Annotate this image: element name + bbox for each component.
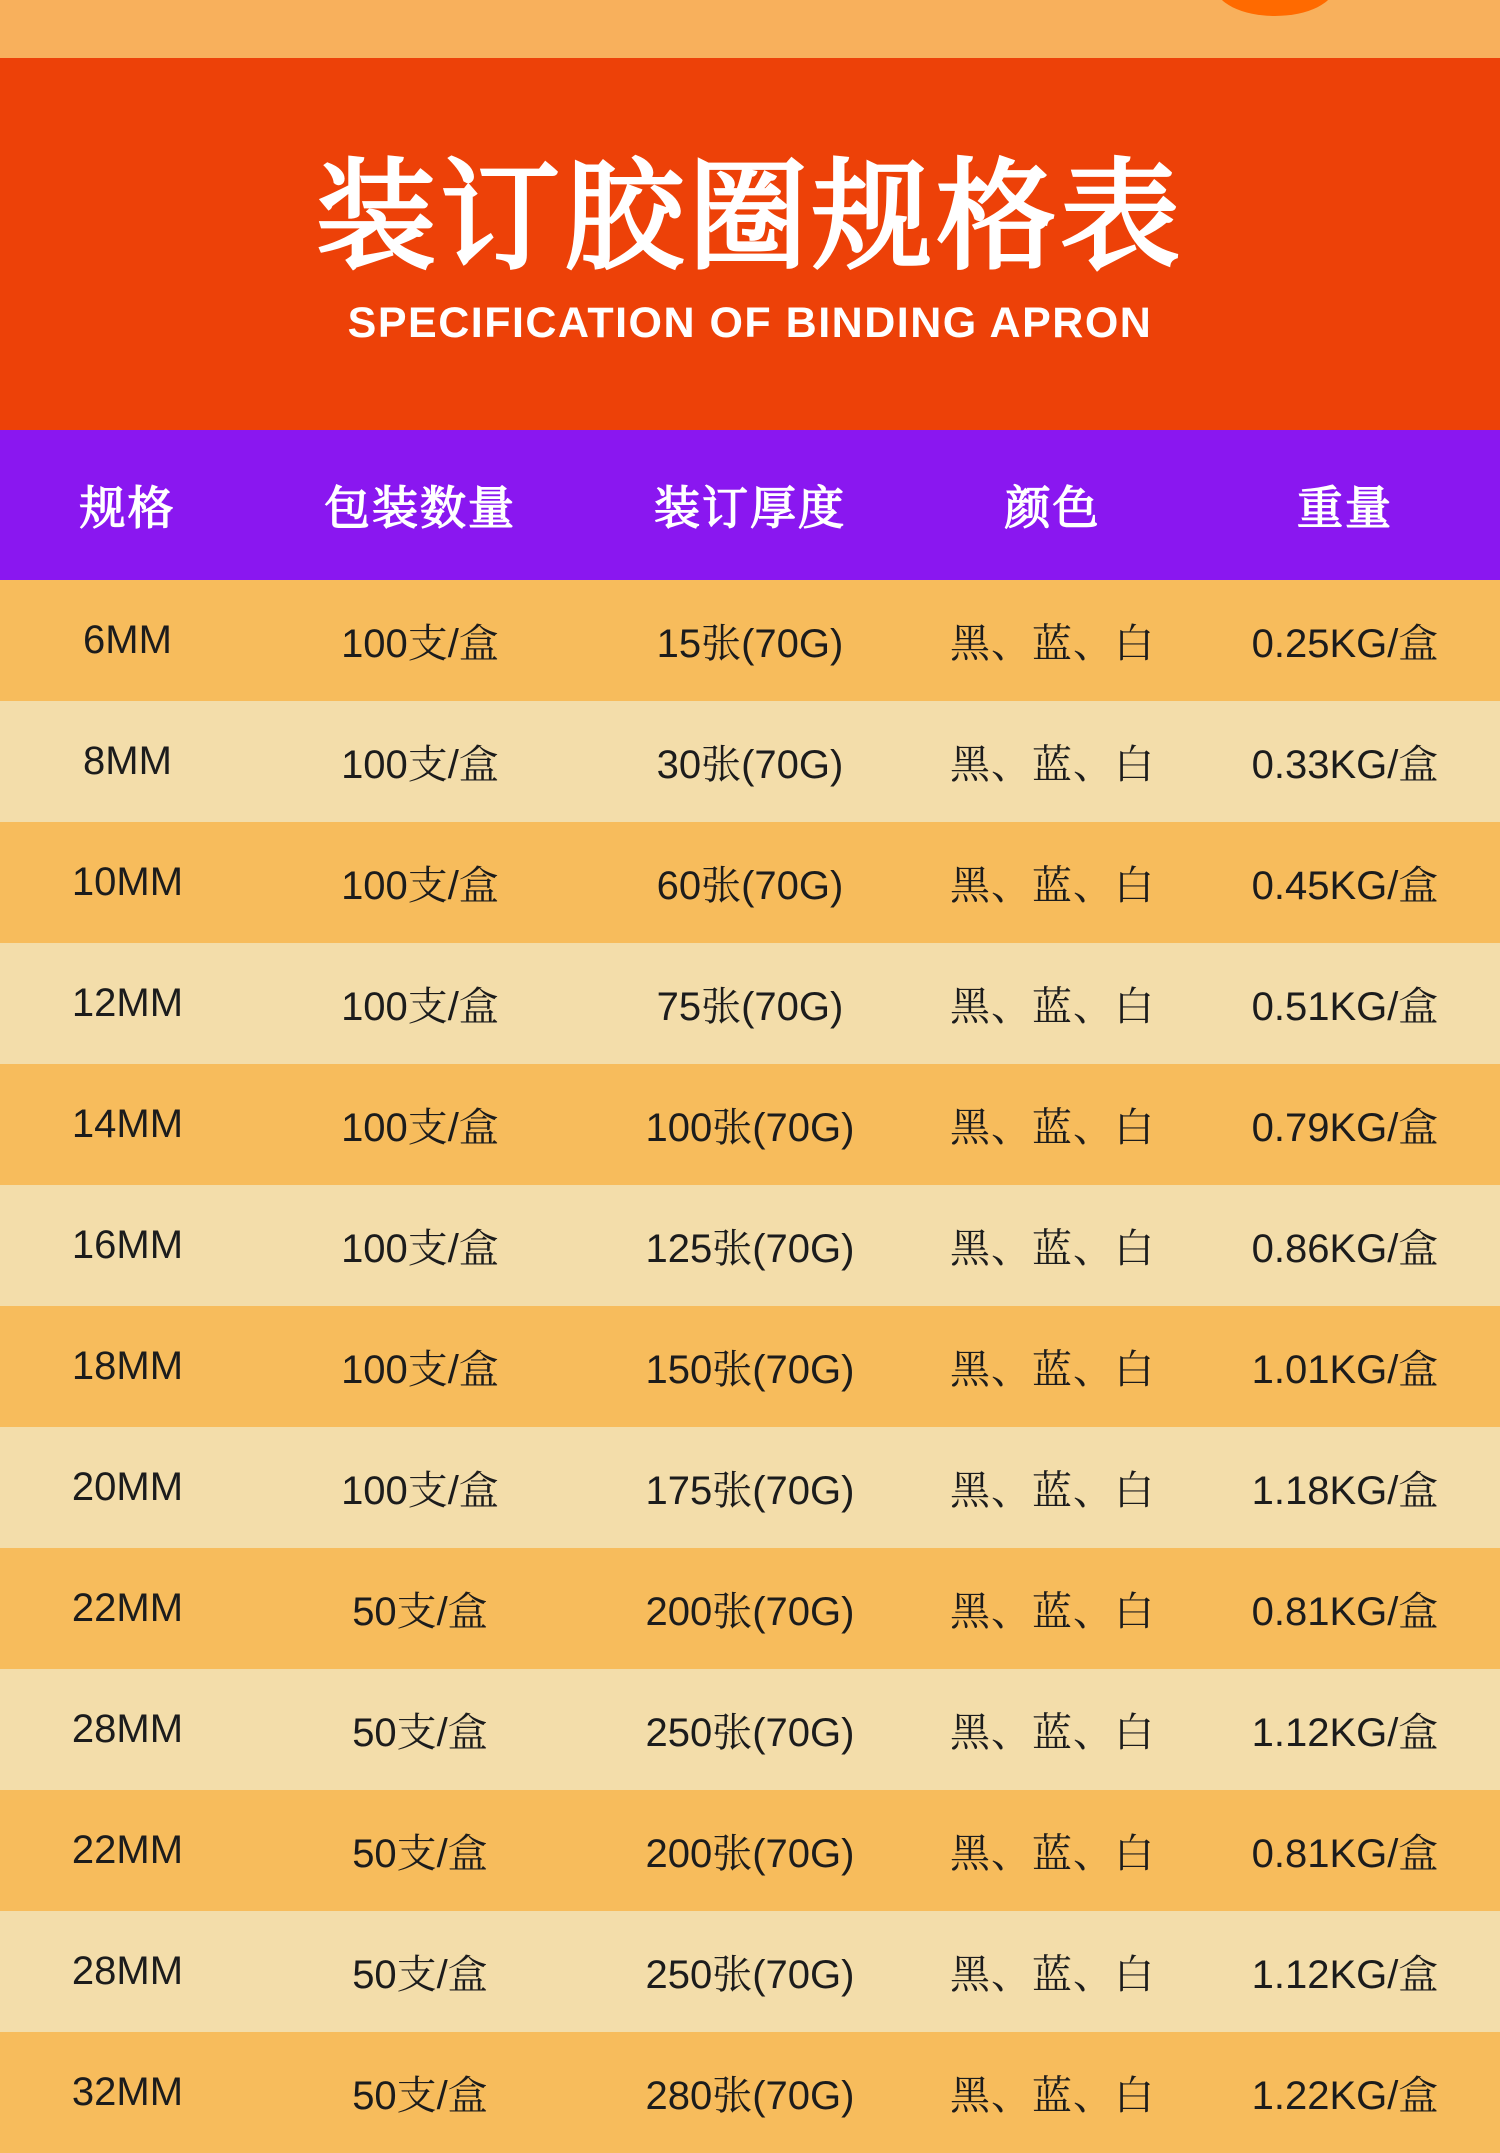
cell-thickness: 150张(70G) <box>585 1306 915 1427</box>
table-row <box>0 2032 1500 2153</box>
cell-pack: 100支/盒 <box>255 701 585 822</box>
cell-thickness: 200张(70G) <box>585 1548 915 1669</box>
cell-pack: 50支/盒 <box>255 1790 585 1911</box>
cell-pack: 100支/盒 <box>255 1306 585 1427</box>
table-header <box>0 430 1500 580</box>
cell-spec: 16MM <box>0 1185 255 1306</box>
table-row <box>0 822 1500 943</box>
cell-pack: 100支/盒 <box>255 822 585 943</box>
specification-table <box>0 430 1500 2153</box>
cell-color: 黑、蓝、白 <box>915 1306 1190 1427</box>
cell-pack: 50支/盒 <box>255 1548 585 1669</box>
cell-color: 黑、蓝、白 <box>915 2032 1190 2153</box>
cell-weight: 1.12KG/盒 <box>1190 1911 1500 2032</box>
cell-color: 黑、蓝、白 <box>915 580 1190 701</box>
cell-spec: 20MM <box>0 1427 255 1548</box>
table-row <box>0 1064 1500 1185</box>
cell-spec: 28MM <box>0 1669 255 1790</box>
cell-pack: 100支/盒 <box>255 1064 585 1185</box>
table-row <box>0 943 1500 1064</box>
cell-pack: 50支/盒 <box>255 1669 585 1790</box>
cell-thickness: 200张(70G) <box>585 1790 915 1911</box>
cell-pack: 50支/盒 <box>255 2032 585 2153</box>
cell-weight: 0.81KG/盒 <box>1190 1548 1500 1669</box>
table-row <box>0 1669 1500 1790</box>
cell-weight: 0.45KG/盒 <box>1190 822 1500 943</box>
page-title: 装订胶圈规格表 <box>316 150 1184 285</box>
cell-weight: 0.86KG/盒 <box>1190 1185 1500 1306</box>
cell-spec: 12MM <box>0 943 255 1064</box>
cell-thickness: 280张(70G) <box>585 2032 915 2153</box>
column-header-spec: 规格 <box>0 430 255 580</box>
cell-weight: 0.79KG/盒 <box>1190 1064 1500 1185</box>
column-header-color: 颜色 <box>915 430 1190 580</box>
cell-thickness: 100张(70G) <box>585 1064 915 1185</box>
cell-spec: 8MM <box>0 701 255 822</box>
cell-pack: 100支/盒 <box>255 580 585 701</box>
table-row <box>0 1911 1500 2032</box>
cell-spec: 14MM <box>0 1064 255 1185</box>
header-banner <box>0 58 1500 430</box>
cell-weight: 0.25KG/盒 <box>1190 580 1500 701</box>
table-row <box>0 1306 1500 1427</box>
cell-spec: 10MM <box>0 822 255 943</box>
cell-pack: 100支/盒 <box>255 943 585 1064</box>
cell-color: 黑、蓝、白 <box>915 1669 1190 1790</box>
cell-color: 黑、蓝、白 <box>915 943 1190 1064</box>
cell-thickness: 30张(70G) <box>585 701 915 822</box>
cell-spec: 22MM <box>0 1790 255 1911</box>
cell-weight: 1.12KG/盒 <box>1190 1669 1500 1790</box>
cell-spec: 32MM <box>0 2032 255 2153</box>
cell-weight: 1.18KG/盒 <box>1190 1427 1500 1548</box>
column-header-weight: 重量 <box>1190 430 1500 580</box>
table-row <box>0 580 1500 701</box>
decorative-circle <box>1215 0 1335 16</box>
table-header-row <box>0 430 1500 580</box>
cell-weight: 0.81KG/盒 <box>1190 1790 1500 1911</box>
cell-thickness: 75张(70G) <box>585 943 915 1064</box>
cell-thickness: 15张(70G) <box>585 580 915 701</box>
cell-spec: 28MM <box>0 1911 255 2032</box>
top-strip <box>0 0 1500 58</box>
column-header-binding-thickness: 装订厚度 <box>585 430 915 580</box>
cell-weight: 0.33KG/盒 <box>1190 701 1500 822</box>
table-row <box>0 1790 1500 1911</box>
cell-thickness: 250张(70G) <box>585 1911 915 2032</box>
cell-weight: 0.51KG/盒 <box>1190 943 1500 1064</box>
table-row <box>0 701 1500 822</box>
cell-thickness: 125张(70G) <box>585 1185 915 1306</box>
cell-color: 黑、蓝、白 <box>915 701 1190 822</box>
cell-color: 黑、蓝、白 <box>915 1064 1190 1185</box>
cell-color: 黑、蓝、白 <box>915 1548 1190 1669</box>
cell-thickness: 60张(70G) <box>585 822 915 943</box>
cell-color: 黑、蓝、白 <box>915 822 1190 943</box>
table-body <box>0 580 1500 2153</box>
cell-color: 黑、蓝、白 <box>915 1185 1190 1306</box>
cell-spec: 22MM <box>0 1548 255 1669</box>
cell-color: 黑、蓝、白 <box>915 1427 1190 1548</box>
cell-spec: 6MM <box>0 580 255 701</box>
table-row <box>0 1548 1500 1669</box>
cell-pack: 100支/盒 <box>255 1427 585 1548</box>
cell-weight: 1.22KG/盒 <box>1190 2032 1500 2153</box>
column-header-pack-quantity: 包装数量 <box>255 430 585 580</box>
cell-color: 黑、蓝、白 <box>915 1911 1190 2032</box>
cell-spec: 18MM <box>0 1306 255 1427</box>
table-row <box>0 1185 1500 1306</box>
cell-pack: 100支/盒 <box>255 1185 585 1306</box>
cell-thickness: 250张(70G) <box>585 1669 915 1790</box>
page-subtitle: SPECIFICATION OF BINDING APRON <box>347 298 1153 347</box>
table-row <box>0 1427 1500 1548</box>
cell-pack: 50支/盒 <box>255 1911 585 2032</box>
cell-weight: 1.01KG/盒 <box>1190 1306 1500 1427</box>
cell-thickness: 175张(70G) <box>585 1427 915 1548</box>
cell-color: 黑、蓝、白 <box>915 1790 1190 1911</box>
